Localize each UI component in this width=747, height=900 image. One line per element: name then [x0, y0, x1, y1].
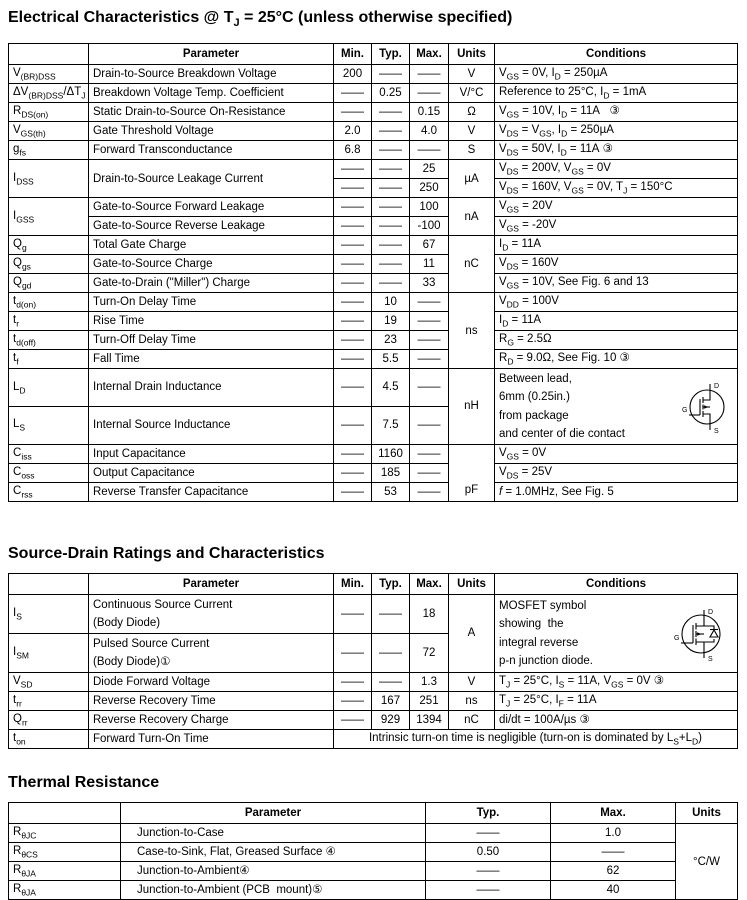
table-cell: Diode Forward Voltage [89, 673, 334, 692]
table-cell: Internal Drain Inductance [89, 369, 334, 407]
table-cell: $Q_{gd}$ [9, 274, 89, 293]
column-header: Units [676, 803, 738, 824]
header-row [9, 44, 738, 65]
table-cell: Static Drain-to-Source On-Resistance [89, 103, 334, 122]
table-cell: —— [372, 179, 410, 198]
table-cell: µA [449, 160, 495, 198]
header-row [9, 803, 738, 824]
table-cell: Reference to 25°C, $I_D = 1mA$ [495, 84, 738, 103]
column-header [9, 803, 121, 824]
table-cell: Junction-to-Ambient④ [121, 862, 426, 881]
table-cell: $R_{\theta CS}$ [9, 843, 121, 862]
table-row [9, 730, 738, 749]
table-cell: 1394 [410, 711, 449, 730]
table-cell: $V_{DS} = V_{GS}$, $I_D = 250\mu A$ [495, 122, 738, 141]
column-header [9, 44, 89, 65]
table-cell: $V_{DS} = 160V$ [495, 255, 738, 274]
table-cell: 25 [410, 160, 449, 179]
table-cell: Total Gate Charge [89, 236, 334, 255]
table-row [9, 84, 738, 103]
table-cell: $V_{DS} = 50V$, $I_D = 11A$ ③ [495, 141, 738, 160]
condition-text: MOSFET symbol showing the integral reverse p-n junction diode. [499, 600, 593, 667]
table-cell: —— [334, 407, 372, 445]
table-cell: —— [372, 141, 410, 160]
table-cell: 0.15 [410, 103, 449, 122]
column-header: Max. [410, 44, 449, 65]
svg-text:S: S [714, 427, 719, 435]
section-title-electrical-characteristics: Electrical Characteristics @ $T_J = 25^\circ C$ (unless otherwise specified) [8, 9, 513, 30]
table-cell: —— [372, 160, 410, 179]
table-cell: 4.5 [372, 369, 410, 407]
table-cell: 18 [410, 594, 449, 633]
table-cell: 53 [372, 482, 410, 501]
table-cell: $\Delta V_{(BR)DSS}/\Delta T_J$ [9, 84, 89, 103]
table-cell: —— [334, 463, 372, 482]
column-header: Units [449, 573, 495, 594]
table-row [9, 594, 738, 633]
table-cell: Drain-to-Source Breakdown Voltage [89, 65, 334, 84]
table-row [9, 881, 738, 900]
table-row [9, 711, 738, 730]
table-cell: $T_J = 25^\circ C$, $I_S = 11A$, $V_{GS} = 0V$ ③ [495, 673, 738, 692]
table-cell: —— [372, 255, 410, 274]
table-row [9, 824, 738, 843]
table-cell: 7.5 [372, 407, 410, 445]
table-cell: $R_{DS(on)}$ [9, 103, 89, 122]
table-cell: —— [410, 350, 449, 369]
table-cell: $R_{\theta JA}$ [9, 881, 121, 900]
table-row [9, 369, 738, 407]
table-cell: Reverse Transfer Capacitance [89, 482, 334, 501]
table-cell: V [449, 122, 495, 141]
table-row [9, 217, 738, 236]
table-cell: $I_S$ [9, 594, 89, 633]
table-cell: Ω [449, 103, 495, 122]
table-cell: Intrinsic turn-on time is negligible (turn-on is dominated by $L_S+L_D$) [334, 730, 738, 749]
table-row [9, 673, 738, 692]
table-cell: —— [372, 236, 410, 255]
table-cell: —— [334, 274, 372, 293]
table-cell: $V_{DS} = 200V$, $V_{GS} = 0V$ [495, 160, 738, 179]
table-row [9, 236, 738, 255]
table-cell: —— [334, 482, 372, 501]
table-cell: pF [449, 444, 495, 501]
table-cell: $L_S$ [9, 407, 89, 445]
table-cell: $t_f$ [9, 350, 89, 369]
table-cell: —— [372, 217, 410, 236]
table-cell: $C_{iss}$ [9, 444, 89, 463]
table-cell: —— [372, 65, 410, 84]
table-cell: $R_D = 9.0\Omega$, See Fig. 10 ③ [495, 350, 738, 369]
table-cell: 19 [372, 312, 410, 331]
table-row [9, 198, 738, 217]
table-row [9, 65, 738, 84]
condition-text: Between lead, 6mm (0.25in.) from package and center of die contact [499, 373, 625, 440]
table-cell: —— [372, 103, 410, 122]
column-header [9, 573, 89, 594]
table-cell: 251 [410, 692, 449, 711]
table-cell: $V_{GS} = -20V$ [495, 217, 738, 236]
table-cell: $Q_{gs}$ [9, 255, 89, 274]
table-cell: —— [334, 179, 372, 198]
table-cell: Drain-to-Source Leakage Current [89, 160, 334, 198]
table-cell: 0.25 [372, 84, 410, 103]
table-cell: —— [334, 594, 372, 633]
column-header: Typ. [372, 573, 410, 594]
table-cell: $t_{on}$ [9, 730, 89, 749]
table-cell: Gate-to-Source Forward Leakage [89, 198, 334, 217]
table-row [9, 312, 738, 331]
table-cell: $g_{fs}$ [9, 141, 89, 160]
table-cell: ns [449, 692, 495, 711]
column-header: Units [449, 44, 495, 65]
table-cell: di/dt = 100A/µs ③ [495, 711, 738, 730]
table-cell: —— [334, 198, 372, 217]
table-cell: nH [449, 369, 495, 445]
table-cell: $I_{DSS}$ [9, 160, 89, 198]
table-cell: S [449, 141, 495, 160]
table-cell: Reverse Recovery Charge [89, 711, 334, 730]
table-row [9, 331, 738, 350]
svg-text:D: D [708, 608, 714, 616]
table-cell: —— [426, 881, 551, 900]
table-cell: Gate-to-Source Charge [89, 255, 334, 274]
table-cell: $R_G = 2.5\Omega$ [495, 331, 738, 350]
table-row [9, 141, 738, 160]
table-row [9, 444, 738, 463]
table-cell: Pulsed Source Current (Body Diode)① [89, 634, 334, 673]
table-cell: V [449, 65, 495, 84]
table-cell: $I_D = 11A$ [495, 312, 738, 331]
table-cell: —— [410, 293, 449, 312]
table-cell: $R_{\theta JA}$ [9, 862, 121, 881]
column-header: Max. [551, 803, 676, 824]
table-cell: —— [334, 444, 372, 463]
table-row [9, 463, 738, 482]
table-cell: —— [372, 594, 410, 633]
table-cell: $V_{DD} = 100V$ [495, 293, 738, 312]
table-cell: —— [334, 160, 372, 179]
table-cell: —— [334, 673, 372, 692]
table-cell: $t_{d(off)}$ [9, 331, 89, 350]
table-cell: —— [334, 84, 372, 103]
table-cell: $V_{SD}$ [9, 673, 89, 692]
table-row [9, 692, 738, 711]
table-cell: —— [410, 141, 449, 160]
table-cell: 2.0 [334, 122, 372, 141]
table-cell: 929 [372, 711, 410, 730]
table-cell: -100 [410, 217, 449, 236]
table-cell: —— [372, 198, 410, 217]
table-cell: A [449, 594, 495, 673]
table-cell: 67 [410, 236, 449, 255]
table-cell: —— [410, 84, 449, 103]
table-cell: —— [410, 369, 449, 407]
table-cell: f = 1.0MHz, See Fig. 5 [495, 482, 738, 501]
source-drain-ratings-table [8, 573, 738, 750]
table-cell: —— [410, 65, 449, 84]
column-header: Parameter [89, 44, 334, 65]
table-row [9, 843, 738, 862]
table-cell: $V_{GS} = 10V$, $I_D = 11A$ ③ [495, 103, 738, 122]
svg-text:D: D [714, 382, 720, 390]
table-cell: 33 [410, 274, 449, 293]
svg-text:G: G [682, 406, 688, 414]
table-cell: Forward Turn-On Time [89, 730, 334, 749]
table-row [9, 293, 738, 312]
table-cell: Reverse Recovery Time [89, 692, 334, 711]
table-cell: 11 [410, 255, 449, 274]
table-cell: $Q_{rr}$ [9, 711, 89, 730]
table-cell: $R_{\theta JC}$ [9, 824, 121, 843]
table-cell: —— [334, 103, 372, 122]
table-cell: $t_{d(on)}$ [9, 293, 89, 312]
table-cell: 1.0 [551, 824, 676, 843]
table-cell: $C_{oss}$ [9, 463, 89, 482]
table-cell: —— [410, 444, 449, 463]
table-cell: —— [372, 274, 410, 293]
table-cell: $V_{GS} = 0V$, $I_D = 250\mu A$ [495, 65, 738, 84]
table-cell: —— [551, 843, 676, 862]
table-cell [495, 594, 738, 673]
table-cell: $T_J = 25^\circ C$, $I_F = 11A$ [495, 692, 738, 711]
table-cell: —— [334, 293, 372, 312]
table-cell: —— [334, 350, 372, 369]
column-header: Max. [410, 573, 449, 594]
table-cell: $V_{DS} = 160V$, $V_{GS} = 0V$, $T_J = 150^\circ C$ [495, 179, 738, 198]
table-cell: $I_D = 11A$ [495, 236, 738, 255]
column-header: Typ. [372, 44, 410, 65]
table-cell: —— [334, 331, 372, 350]
table-row [9, 862, 738, 881]
table-cell: —— [372, 122, 410, 141]
table-cell: —— [334, 369, 372, 407]
column-header: Conditions [495, 573, 738, 594]
table-cell: 1.3 [410, 673, 449, 692]
table-cell [495, 369, 738, 445]
table-cell: $V_{GS(th)}$ [9, 122, 89, 141]
table-row [9, 350, 738, 369]
section-title-source-drain: Source-Drain Ratings and Characteristics [8, 544, 325, 562]
table-cell: nA [449, 198, 495, 236]
table-cell: Internal Source Inductance [89, 407, 334, 445]
svg-text:S: S [708, 655, 713, 663]
table-cell: $V_{GS} = 10V$, See Fig. 6 and 13 [495, 274, 738, 293]
table-cell: —— [334, 236, 372, 255]
table-cell: —— [334, 711, 372, 730]
table-cell: —— [426, 862, 551, 881]
table-cell: —— [410, 331, 449, 350]
column-header: Min. [334, 44, 372, 65]
table-cell: $L_D$ [9, 369, 89, 407]
table-cell: Turn-Off Delay Time [89, 331, 334, 350]
table-cell: 0.50 [426, 843, 551, 862]
table-cell: —— [334, 692, 372, 711]
table-cell: 72 [410, 634, 449, 673]
table-cell: 185 [372, 463, 410, 482]
table-cell: Gate Threshold Voltage [89, 122, 334, 141]
table-cell: Case-to-Sink, Flat, Greased Surface ④ [121, 843, 426, 862]
column-header: Typ. [426, 803, 551, 824]
table-cell: Breakdown Voltage Temp. Coefficient [89, 84, 334, 103]
table-cell: $I_{SM}$ [9, 634, 89, 673]
table-cell: —— [372, 673, 410, 692]
table-cell: $Q_g$ [9, 236, 89, 255]
table-cell: 10 [372, 293, 410, 312]
header-row [9, 573, 738, 594]
table-cell: Junction-to-Case [121, 824, 426, 843]
table-cell: Gate-to-Drain ("Miller") Charge [89, 274, 334, 293]
table-cell: $V_{(BR)DSS}$ [9, 65, 89, 84]
table-cell: 250 [410, 179, 449, 198]
body-diode-mosfet-symbol-icon [673, 604, 731, 664]
mosfet-symbol-icon [681, 378, 731, 436]
table-cell: —— [334, 217, 372, 236]
table-row [9, 482, 738, 501]
table-cell: 1160 [372, 444, 410, 463]
table-cell: Turn-On Delay Time [89, 293, 334, 312]
table-cell: 23 [372, 331, 410, 350]
table-row [9, 255, 738, 274]
table-cell: Fall Time [89, 350, 334, 369]
table-cell: nC [449, 236, 495, 293]
column-header: Min. [334, 573, 372, 594]
table-cell: —— [372, 634, 410, 673]
table-cell: $C_{rss}$ [9, 482, 89, 501]
column-header: Parameter [121, 803, 426, 824]
table-cell: —— [410, 407, 449, 445]
table-cell: —— [410, 482, 449, 501]
table-row [9, 160, 738, 179]
table-cell: nC [449, 711, 495, 730]
table-cell: —— [334, 312, 372, 331]
table-cell: Input Capacitance [89, 444, 334, 463]
svg-text:G: G [674, 634, 680, 642]
column-header: Parameter [89, 573, 334, 594]
table-row [9, 274, 738, 293]
table-cell: 4.0 [410, 122, 449, 141]
table-cell: ns [449, 293, 495, 369]
table-cell: —— [334, 634, 372, 673]
table-cell: V [449, 673, 495, 692]
table-row [9, 103, 738, 122]
table-row [9, 122, 738, 141]
table-cell: $V_{DS} = 25V$ [495, 463, 738, 482]
table-cell: Forward Transconductance [89, 141, 334, 160]
electrical-characteristics-table [8, 43, 738, 502]
table-cell: Gate-to-Source Reverse Leakage [89, 217, 334, 236]
table-cell: °C/W [676, 824, 738, 900]
table-cell: —— [426, 824, 551, 843]
table-cell: —— [334, 255, 372, 274]
table-cell: V/°C [449, 84, 495, 103]
table-cell: Continuous Source Current (Body Diode) [89, 594, 334, 633]
table-cell: 40 [551, 881, 676, 900]
table-cell: $V_{GS} = 20V$ [495, 198, 738, 217]
table-cell: Rise Time [89, 312, 334, 331]
table-cell: $t_{rr}$ [9, 692, 89, 711]
table-cell: Output Capacitance [89, 463, 334, 482]
table-cell: —— [410, 312, 449, 331]
table-cell: 200 [334, 65, 372, 84]
table-cell: 5.5 [372, 350, 410, 369]
table-cell: $t_r$ [9, 312, 89, 331]
table-cell: Junction-to-Ambient (PCB mount)⑤ [121, 881, 426, 900]
table-cell: $V_{GS} = 0V$ [495, 444, 738, 463]
table-cell: 62 [551, 862, 676, 881]
section-title-thermal-resistance: Thermal Resistance [8, 774, 160, 792]
thermal-resistance-table [8, 802, 738, 900]
table-cell: $I_{GSS}$ [9, 198, 89, 236]
table-cell: 6.8 [334, 141, 372, 160]
table-cell: 100 [410, 198, 449, 217]
table-cell: —— [410, 463, 449, 482]
column-header: Conditions [495, 44, 738, 65]
table-cell: 167 [372, 692, 410, 711]
